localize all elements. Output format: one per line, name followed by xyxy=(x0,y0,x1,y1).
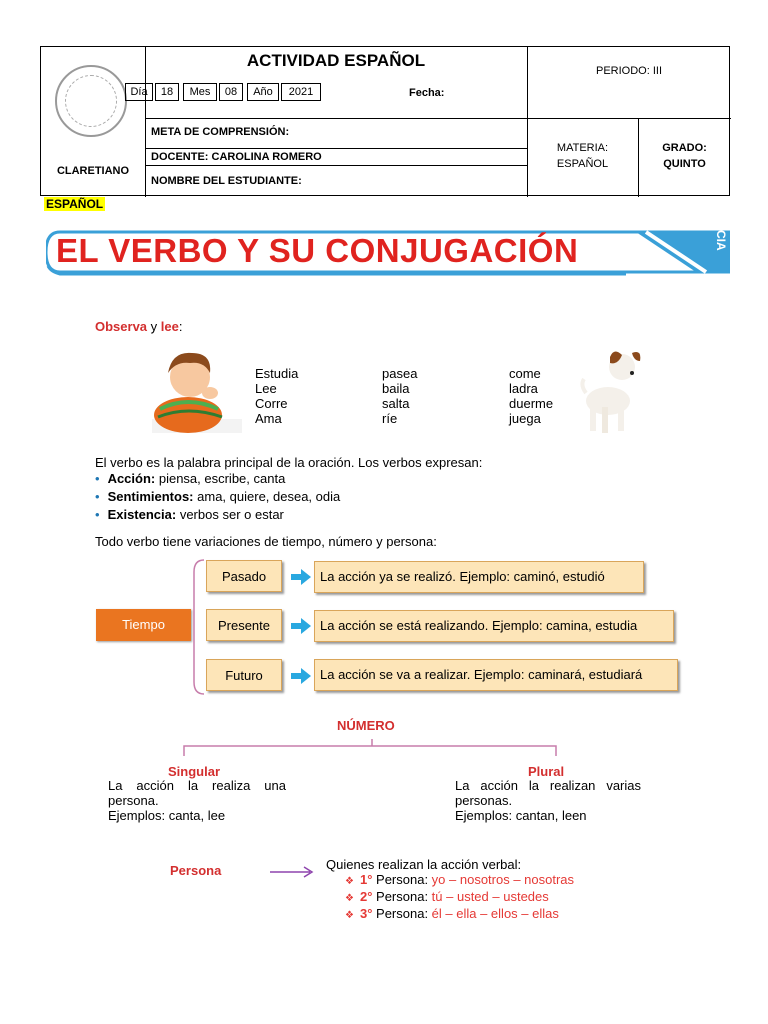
singular-text: La acción la realiza una persona. Ejemplos: canta, lee xyxy=(108,778,286,823)
tiempo-box: Tiempo xyxy=(96,609,191,641)
dog-illustration xyxy=(574,345,646,435)
pasado-box: Pasado xyxy=(206,560,282,592)
child-illustration xyxy=(148,345,244,435)
presente-description: La acción se está realizando. Ejemplo: camina, estudia xyxy=(314,610,674,642)
definition-text: El verbo es la palabra principal de la oración. Los verbos expresan: xyxy=(95,455,483,470)
purple-arrow-icon xyxy=(270,866,316,878)
arrow-right-icon xyxy=(291,618,311,634)
ano-value: 2021 xyxy=(281,83,321,101)
materia-label: MATERIA: xyxy=(556,142,609,154)
verb-column-2: pasea baila salta ríe xyxy=(382,366,418,426)
numero-bracket xyxy=(182,738,558,758)
verb-column-1: Estudia Lee Corre Ama xyxy=(255,366,299,426)
persona-list: ❖ 1° Persona: yo – nosotros – nosotras ❖ 2° Persona: tú – usted – ustedes ❖ 3° Persona: él – ella – ellos – ellas xyxy=(345,872,575,921)
observa-heading: Observa y lee: xyxy=(95,319,183,334)
dia-label: Día xyxy=(125,83,153,101)
meta-comprension: META DE COMPRENSIÓN: xyxy=(151,126,290,138)
diamond-bullet-icon: ❖ xyxy=(345,876,354,887)
dia-value: 18 xyxy=(155,83,179,101)
persona-intro: Quienes realizan la acción verbal: xyxy=(326,857,522,872)
arrow-right-icon xyxy=(291,668,311,684)
banner-side-text: CIA xyxy=(714,230,728,251)
mes-value: 08 xyxy=(219,83,243,101)
futuro-box: Futuro xyxy=(206,659,282,691)
futuro-description: La acción se va a realizar. Ejemplo: caminará, estudiará xyxy=(314,659,678,691)
ano-label: Año xyxy=(247,83,279,101)
grado-value: QUINTO xyxy=(663,158,706,170)
numero-title: NÚMERO xyxy=(337,718,395,733)
materia-value: ESPAÑOL xyxy=(556,158,609,170)
school-crest-icon xyxy=(55,65,127,137)
persona-title: Persona xyxy=(170,863,222,878)
singular-title: Singular xyxy=(168,764,221,779)
header-table xyxy=(40,46,730,196)
plural-title: Plural xyxy=(528,764,565,779)
title-banner xyxy=(46,226,730,278)
fecha-label: Fecha: xyxy=(409,87,445,99)
variations-text: Todo verbo tiene variaciones de tiempo, número y persona: xyxy=(95,534,437,549)
banner-title: EL VERBO Y SU CONJUGACIÓN xyxy=(56,232,579,269)
verb-column-3: come ladra duerme juega xyxy=(509,366,554,426)
nombre-estudiante: NOMBRE DEL ESTUDIANTE: xyxy=(151,175,302,187)
bullet-list: • Acción: piensa, escribe, canta • Sentimientos: ama, quiere, desea, odia • Existencia: verbos ser o estar xyxy=(95,471,341,522)
page-title: ACTIVIDAD ESPAÑOL xyxy=(246,51,426,70)
mes-label: Mes xyxy=(183,83,217,101)
diamond-bullet-icon: ❖ xyxy=(345,910,354,921)
pasado-description: La acción ya se realizó. Ejemplo: caminó, estudió xyxy=(314,561,644,593)
grado-label: GRADO: xyxy=(662,142,707,154)
plural-text: La acción la realizan varias personas. Ejemplos: cantan, leen xyxy=(455,778,641,823)
diamond-bullet-icon: ❖ xyxy=(345,893,354,904)
tiempo-brace xyxy=(190,558,206,696)
school-name: CLARETIANO xyxy=(56,165,130,177)
subject-tag: ESPAÑOL xyxy=(46,197,104,211)
arrow-right-icon xyxy=(291,569,311,585)
docente: DOCENTE: CAROLINA ROMERO xyxy=(151,151,322,163)
periodo: PERIODO: III xyxy=(595,65,662,77)
presente-box: Presente xyxy=(206,609,282,641)
